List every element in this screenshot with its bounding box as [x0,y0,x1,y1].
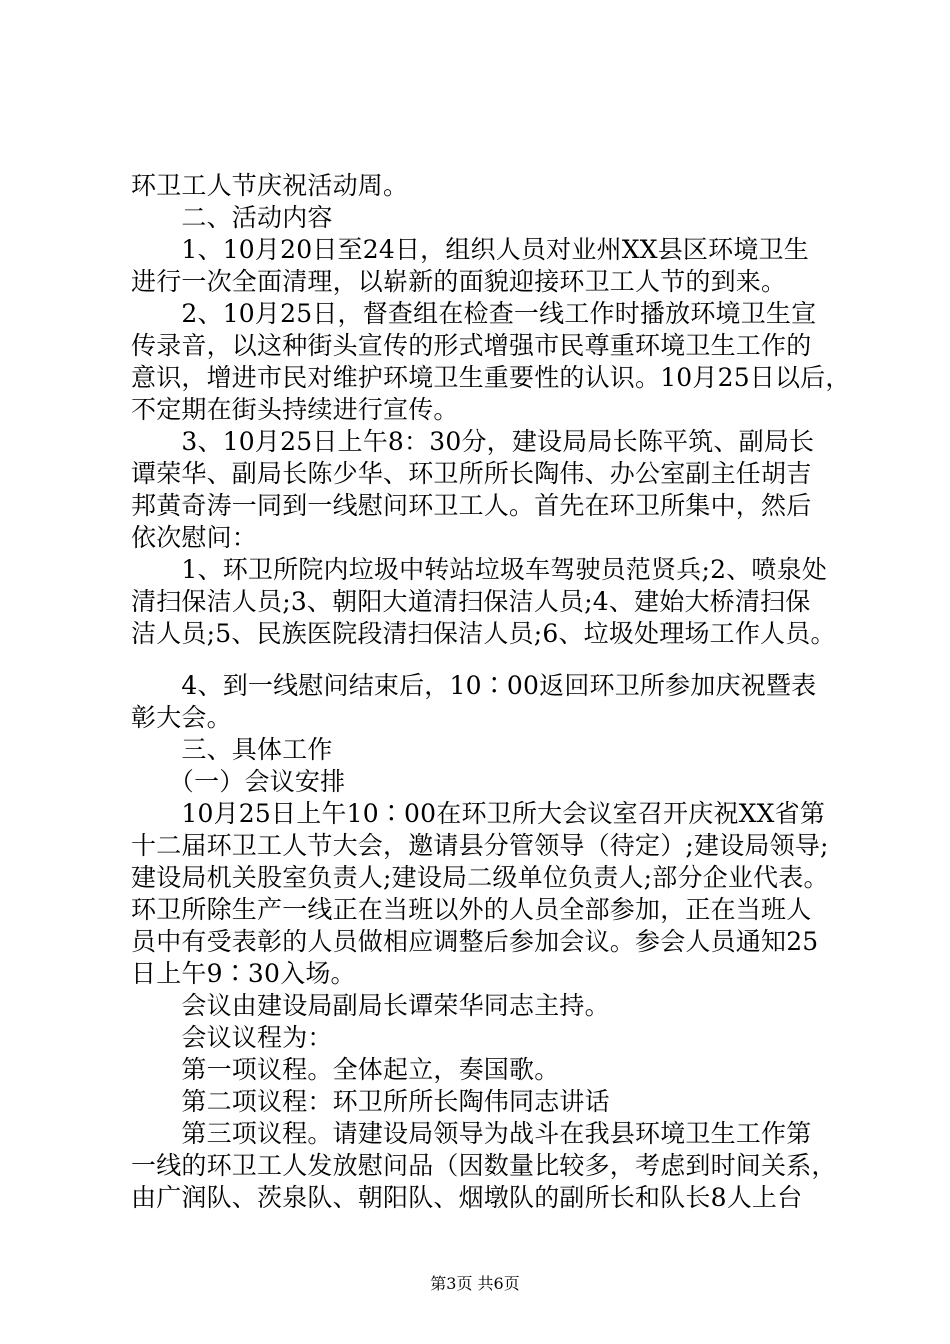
document-body [131,170,851,1214]
text-line: 环卫工人节庆祝活动周。 [131,171,409,200]
text-line: 4、到一线慰问结束后，10∶00返回环卫所参加庆祝暨表 [131,671,817,700]
text-line: 第三项议程。请建设局领导为战斗在我县环境卫生工作第 [131,1119,812,1148]
text-line: 传录音，以这种街头宣传的形式增强市民尊重环境卫生工作的 [131,331,812,360]
text-line: 谭荣华、副局长陈少华、环卫所所长陶伟、办公室副主任胡吉 [131,459,812,488]
text-line: （一）会议安排 [131,767,346,796]
text-line: 依次慰问： [131,523,258,552]
text-line: 一线的环卫工人发放慰问品（因数量比较多，考虑到时间关系， [131,1151,837,1180]
text-line: 第一项议程。全体起立，奏国歌。 [131,1055,560,1084]
text-line: 进行一次全面清理，以崭新的面貌迎接环卫工人节的到来。 [131,267,787,296]
text-line: 会议由建设局副局长谭荣华同志主持。 [131,991,610,1020]
text-line: 10月25日上午10∶00在环卫所大会议室召开庆祝XX省第 [131,799,826,828]
text-line: 环卫所除生产一线正在当班以外的人员全部参加，正在当班人 [131,895,812,924]
text-line: 邦黄奇涛一同到一线慰问环卫工人。首先在环卫所集中，然后 [131,491,812,520]
page-footer: 第3页 共6页 [430,1274,520,1293]
text-line: 十二届环卫工人节大会，邀请县分管领导（待定）;建设局领导; [131,831,829,860]
text-line: 三、具体工作 [131,735,333,764]
text-line: 日上午9∶30入场。 [131,959,356,988]
text-line: 1、10月20日至24日，组织人员对业州XX县区环境卫生 [131,235,809,264]
text-line: 由广润队、茨泉队、朝阳队、烟墩队的副所长和队长8人上台 [131,1183,803,1212]
text-line: 建设局机关股室负责人;建设局二级单位负责人;部分企业代表。 [131,863,829,892]
text-line: 第二项议程：环卫所所长陶伟同志讲话 [131,1087,610,1116]
text-line: 会议议程为： [131,1023,333,1052]
text-line: 二、活动内容 [131,203,333,232]
text-line: 2、10月25日，督查组在检查一线工作时播放环境卫生宣 [131,299,817,328]
text-line: 不定期在街头持续进行宣传。 [131,395,459,424]
text-line: 清扫保洁人员;3、朝阳大道清扫保洁人员;4、建始大桥清扫保 [131,587,811,616]
text-line: 彰大会。 [131,703,232,732]
paragraph-gap [131,650,831,670]
text-line: 洁人员;5、民族医院段清扫保洁人员;6、垃圾处理场工作人员。 [131,619,836,648]
text-line: 意识，增进市民对维护环境卫生重要性的认识。10月25日以后， [131,363,851,392]
text-line: 员中有受表彰的人员做相应调整后参加会议。参会人员通知25 [131,927,819,956]
text-line: 1、环卫所院内垃圾中转站垃圾车驾驶员范贤兵;2、喷泉处 [131,555,828,584]
text-line: 3、10月25日上午8：30分，建设局局长陈平筑、副局长 [131,427,815,456]
